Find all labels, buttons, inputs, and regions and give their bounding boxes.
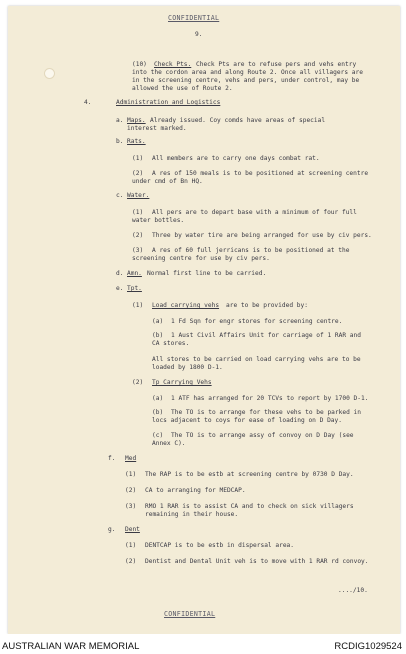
sub-heading: Amn. — [127, 270, 142, 277]
sub-letter: a. — [116, 117, 124, 124]
item-number: (3) — [125, 503, 137, 510]
sub-letter: e. — [116, 285, 124, 292]
para-text: 1 ATF has arranged for 20 TCVs to report by 1700 D-1. — [171, 395, 369, 402]
sub-heading: Maps. — [127, 117, 146, 124]
continuation-marker: ..../10. — [338, 587, 368, 594]
para-text: CA to arranging for MEDCAP. — [145, 487, 246, 494]
item-number: (3) — [132, 247, 144, 254]
para-text: Three by water tire are being arranged for use by civ pers. — [152, 232, 372, 239]
sub-letter: g. — [108, 526, 116, 533]
para-text: Dentist and Dental Unit veh is to move with 1 RAR rd convoy. — [145, 558, 369, 565]
item-number: (2) — [125, 558, 137, 565]
para-number: (10) — [132, 61, 147, 68]
para-text: CA stores. — [152, 340, 190, 347]
sub-heading: Tpt. — [127, 285, 142, 292]
section-heading: Administration and Logistics — [116, 99, 221, 106]
para-text: Already issued. Coy comds have areas of special — [150, 117, 326, 124]
para-text: The TO is to arrange assy of convoy on D Day (see — [171, 432, 354, 439]
para-text: remaining in their house. — [145, 511, 239, 518]
para-text: All members are to carry one days combat rat. — [152, 155, 320, 162]
item-number: (2) — [132, 232, 144, 239]
archive-bar — [0, 634, 406, 654]
para-text: screening centre for use by civ pers. — [132, 255, 270, 262]
item-number: (b) — [152, 332, 164, 339]
para-text: DENTCAP is to be estb in dispersal area. — [145, 542, 295, 549]
item-number: (2) — [132, 379, 144, 386]
para-text: The RAP is to be estb at screening centre by 0730 D Day. — [145, 471, 354, 478]
para-text: in the screening centre, vehs and pers, under control, may be — [132, 77, 360, 84]
punch-hole — [44, 68, 55, 79]
item-number: (1) — [132, 302, 144, 309]
item-number: (1) — [125, 542, 137, 549]
para-text: Annex C). — [152, 440, 186, 447]
para-text: RMO 1 RAR is to assist CA and to check on sick villagers — [145, 503, 354, 510]
para-text: 1 Aust Civil Affairs Unit for carriage of 1 RAR and — [171, 332, 361, 339]
item-number: (a) — [152, 318, 164, 325]
para-text: 1 Fd Sqn for engr stores for screening centre. — [171, 318, 343, 325]
para-text: are to be provided by: — [226, 302, 308, 309]
sub-heading: Med — [125, 455, 137, 462]
para-text: Normal first line to be carried. — [147, 270, 267, 277]
para-text: interest marked. — [127, 125, 187, 132]
archive-name: AUSTRALIAN WAR MEMORIAL — [2, 641, 140, 652]
item-number: (2) — [125, 487, 137, 494]
item-number: (b) — [152, 409, 164, 416]
item-number: (1) — [132, 209, 144, 216]
classification-header: CONFIDENTIAL — [168, 14, 220, 22]
classification-footer: CONFIDENTIAL — [164, 610, 216, 618]
page-number: 9. — [195, 31, 203, 38]
para-text: loaded by 1800 D-1. — [152, 364, 223, 371]
para-text: Check Pts are to refuse pers and vehs entry — [196, 61, 357, 68]
para-text: A res of 150 meals is to be positioned at screening centre — [152, 170, 369, 177]
item-number: (1) — [125, 471, 137, 478]
document-page — [8, 6, 400, 634]
item-number: (1) — [132, 155, 144, 162]
sub-letter: b. — [116, 138, 124, 145]
item-heading: Load carrying vehs — [152, 302, 220, 309]
section-number: 4. — [84, 99, 92, 106]
para-text: under cmd of Bn HQ. — [132, 178, 203, 185]
para-text: All stores to be carried on load carrying vehs are to be — [152, 356, 361, 363]
item-number: (a) — [152, 395, 164, 402]
sub-letter: c. — [116, 192, 124, 199]
sub-heading: Rats. — [127, 138, 146, 145]
para-text: A res of 60 full jerricans is to be positioned at the — [152, 247, 350, 254]
sub-letter: f. — [108, 455, 116, 462]
item-number: (c) — [152, 432, 164, 439]
item-heading: Tp Carrying Vehs — [152, 379, 212, 386]
sub-letter: d. — [116, 270, 124, 277]
para-text: All pers are to depart base with a minimum of four full — [152, 209, 357, 216]
para-text: The TO is to arrange for these vehs to be parked in — [171, 409, 361, 416]
archive-id: RCDIG1029524 — [334, 641, 402, 652]
para-text: locs adjacent to coys for ease of loading on D Day. — [152, 417, 342, 424]
sub-heading: Dent — [125, 526, 140, 533]
para-text: into the cordon area and along Route 2. Once all villagers are — [132, 69, 363, 76]
para-text: water bottles. — [132, 217, 185, 224]
sub-heading: Water. — [127, 192, 150, 199]
para-heading: Check Pts. — [154, 61, 192, 68]
para-text: allowed the use of Route 2. — [132, 85, 233, 92]
item-number: (2) — [132, 170, 144, 177]
